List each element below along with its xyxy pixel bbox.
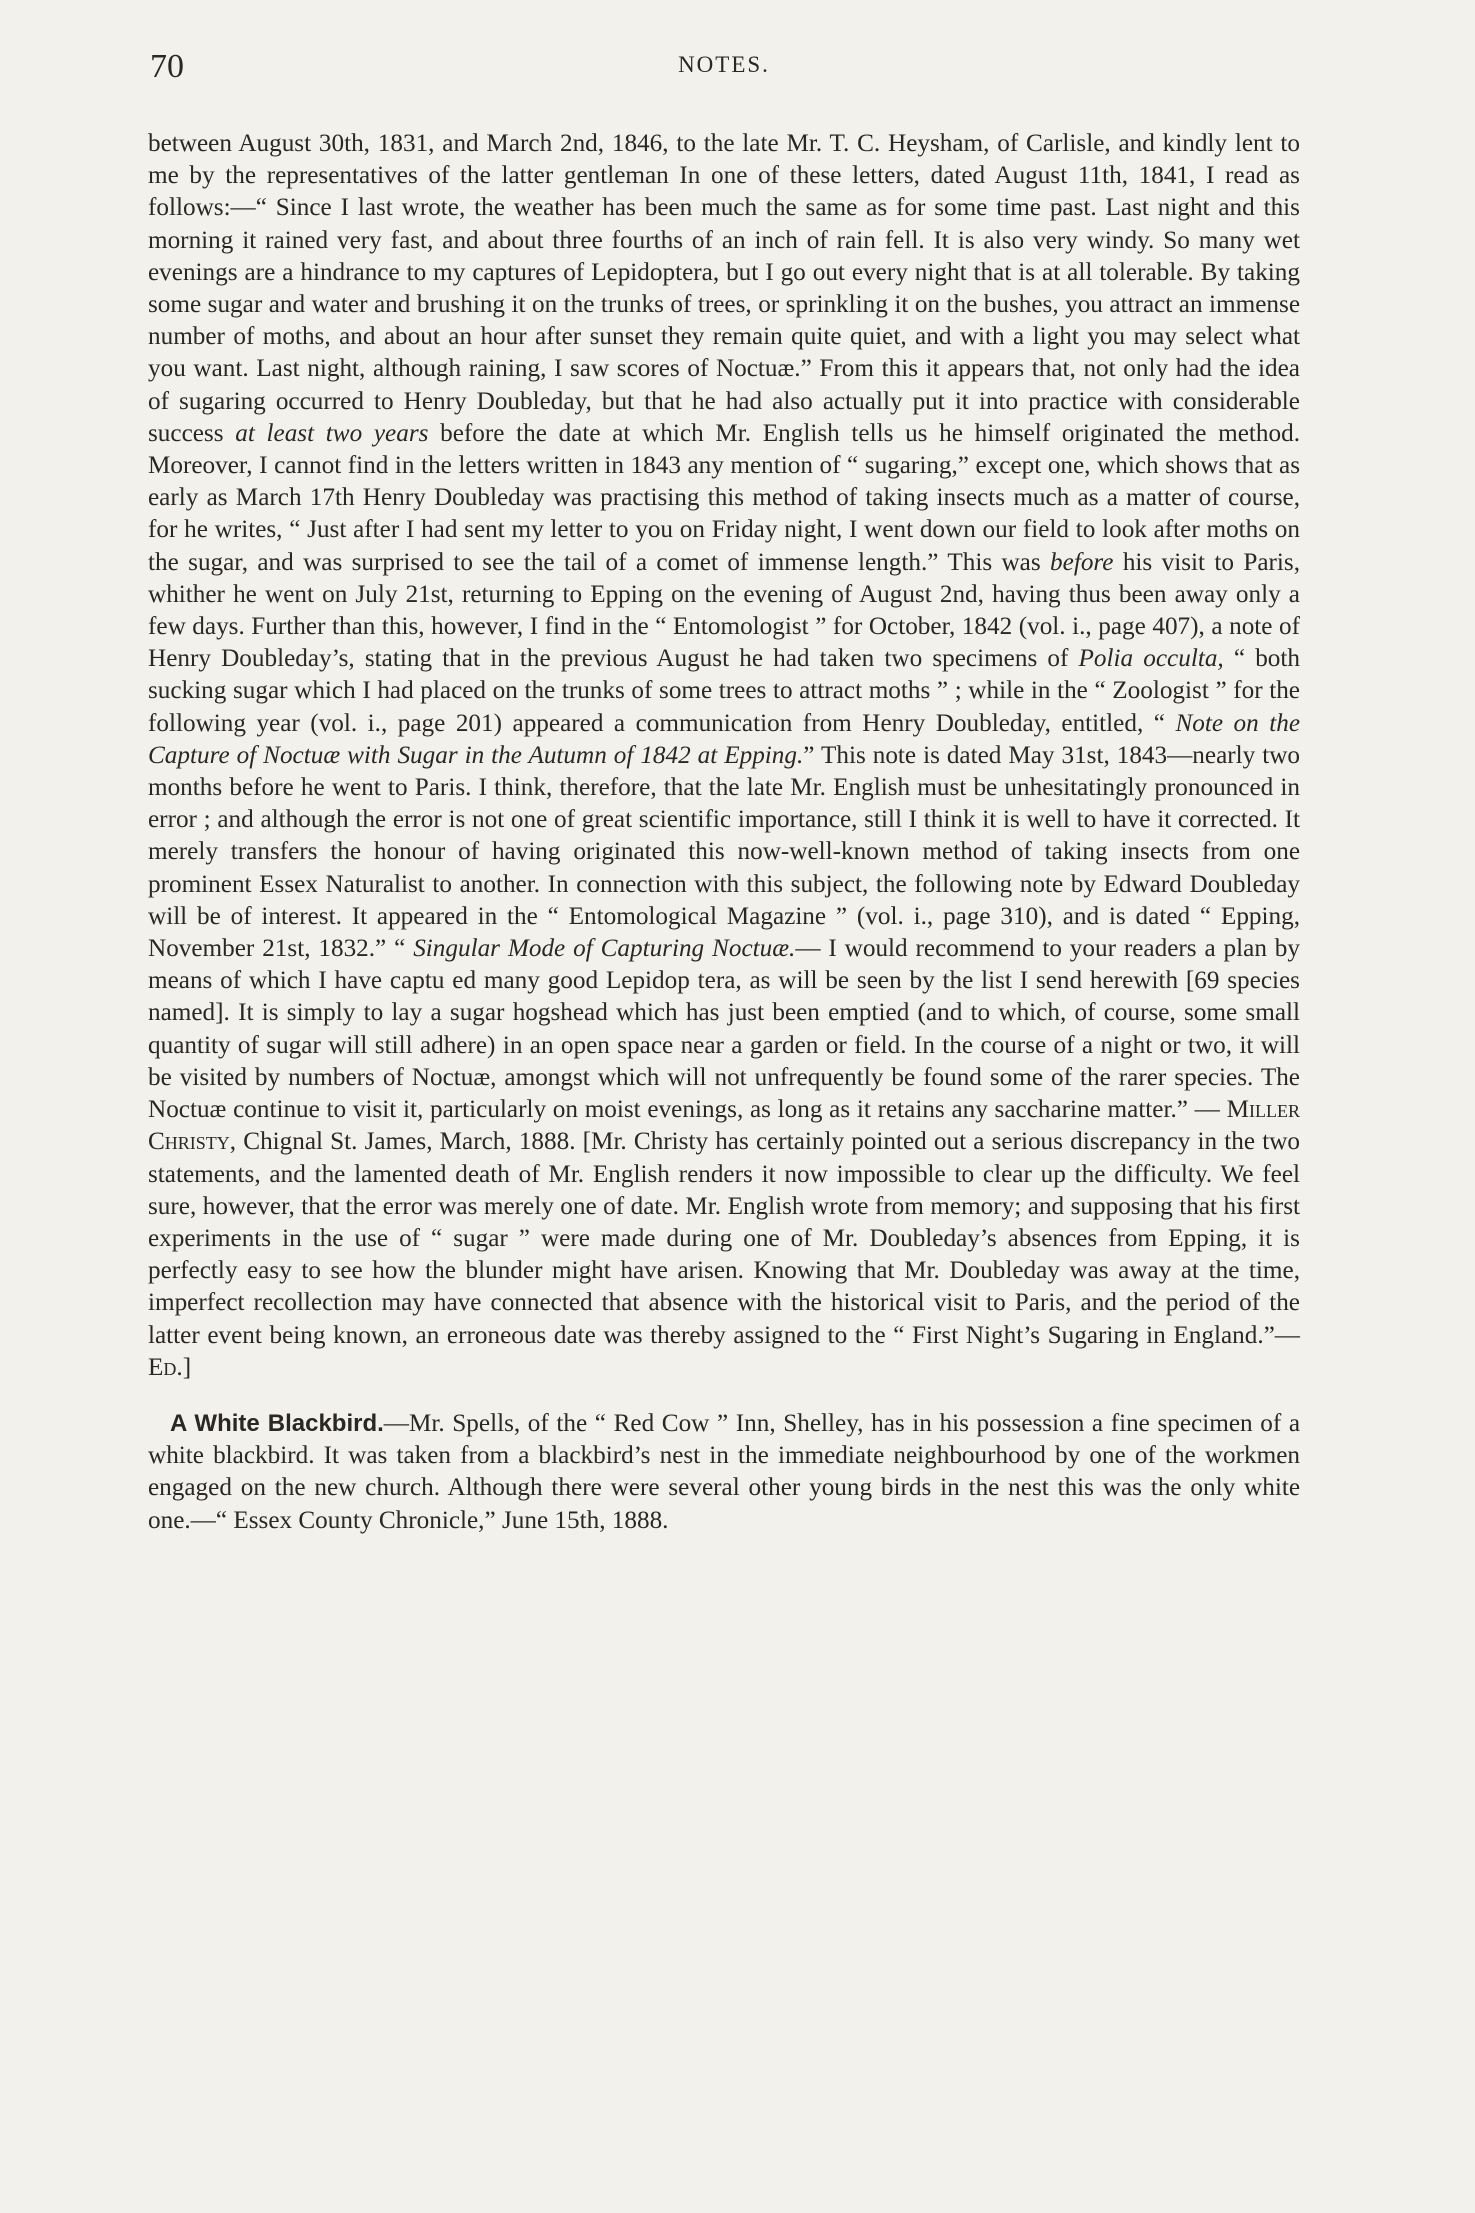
- text-run: ]: [182, 1353, 192, 1381]
- text-run: Chignal St. James, March, 1888. [Mr. Christy has certainly pointed out a serious discrepancy in the two statements, and the lamented death of Mr. English renders it now impossible to clear up the difficulty. We feel sure, however, that the error was merely one of date. Mr. English wrote from memory; and supposing that his first experiments in the use of “ sugar ” were made during one of Mr. Doubleday’s absences from Epping, it is perfectly easy to see how the blunder might have arisen. Knowing that Mr. Doubleday was away at the time, imperfect recollection may have connected that absence with the historical visit to Paris, and the period of the latter event being known, an erroneous date was thereby assigned to the “ First Night’s Sugaring in England.”—: [148, 1128, 1300, 1349]
- text-run: — I would recommend to your readers a plan by means of which I have captu ed many good Lepidop tera, as will be seen by the list I send herewith [69 species named]. It is simply to lay a sugar hogshead which has just been emptied (and to which, of course, some small quantity of sugar will still adhere) in an open space near a garden or field. In the course of a night or two, it will be visited by numbers of Noctuæ, amongst which will not unfrequently be found some of the rarer species. The Noctuæ continue to visit it, particularly on moist evenings, as long as it retains any saccharine matter.” —: [148, 935, 1300, 1124]
- author-name: Miller Christy,: [148, 1096, 1300, 1156]
- italic-run: Note on the Capture of Noctuæ with Sugar in the Autumn of 1842 at Epping.: [148, 709, 1301, 769]
- running-title: NOTES.: [678, 52, 770, 77]
- page-body: [148, 128, 1300, 1537]
- text-run: his visit to Paris, whither he went on July 21st, returning to Epping on the evening of August 2nd, having thus been away only a few days. Further than this, however, I find in the “ Entomologist ” for October, 1842 (vol. i., page 407), a note of Henry Doubleday’s, stating that in the previous August he had taken two specimens of: [148, 548, 1300, 673]
- italic-run: before: [1050, 548, 1114, 576]
- page-number: 70: [150, 48, 184, 85]
- sugaring-note-paragraph: [148, 128, 1300, 1384]
- italic-run: Singular Mode of Capturing Noctuæ.: [413, 935, 796, 963]
- note-heading: A White Blackbird.: [170, 1409, 384, 1437]
- text-run: “ both sucking sugar which I had placed on the trunks of some trees to attract moths ” ; while in the “ Zoologist ” for the following year (vol. i., page 201) appeared a communication from Henry Doubleday, entitled, “: [148, 645, 1300, 737]
- italic-run: at least two years: [235, 419, 429, 447]
- running-head: [150, 48, 1298, 88]
- text-run: —Mr. Spells, of the “ Red Cow ” Inn, Shelley, has in his possession a fine specimen of a white blackbird. It was taken from a blackbird’s nest in the immediate neighbourhood by one of the workmen engaged on the new church. Although there were several other young birds in the nest this was the only white one.—“ Essex County Chronicle,” June 15th, 1888.: [148, 1409, 1301, 1534]
- text-run: before the date at which Mr. English tells us he himself originated the method. Moreover, I cannot find in the letters written in 1843 any mention of “ sugaring,” except one, which shows that as early as March 17th Henry Doubleday was practising this method of taking insects much as a matter of course, for he writes, “ Just after I had sent my letter to you on Friday night, I went down our field to look after moths on the sugar, and was surprised to see the tail of a comet of immense length.” This was: [148, 419, 1300, 576]
- text-run: between August 30th, 1831, and March 2nd, 1846, to the late Mr. T. C. Heysham, of Carlisle, and kindly lent to me by the representatives of the latter gentleman In one of these letters, dated August 11th, 1841, I read as follows:—“ Since I last wrote, the weather has been much the same as for some time past. Last night and this morning it rained very fast, and about three fourths of an inch of rain fell. It is also very windy. So many wet evenings are a hindrance to my captures of Lepidoptera, but I go out every night that is at all tolerable. By taking some sugar and water and brushing it on the trunks of trees, or sprinkling it on the bushes, you attract an immense number of moths, and about an hour after sunset they remain quite quiet, and with a light you may select what you want. Last night, although raining, I saw scores of Noctuæ.” From this it appears that, not only had the idea of sugaring occurred to Henry Doubleday, but that he had also actually put it into practice with considerable success: [148, 130, 1300, 447]
- white-blackbird-paragraph: [148, 1408, 1300, 1537]
- italic-run: Polia occulta,: [1078, 645, 1224, 673]
- editor-mark: Ed.: [148, 1353, 183, 1381]
- text-run: ” This note is dated May 31st, 1843—nearly two months before he went to Paris. I think, therefore, that the late Mr. English must be unhesitatingly pronounced in error ; and although the error is not one of great scientific importance, still I think it is well to have it corrected. It merely transfers the honour of having originated this now-well-known method of taking insects from one prominent Essex Naturalist to another. In connection with this subject, the following note by Edward Doubleday will be of interest. It appeared in the “ Entomological Magazine ” (vol. i., page 310), and is dated “ Epping, November 21st, 1832.” “: [148, 741, 1300, 963]
